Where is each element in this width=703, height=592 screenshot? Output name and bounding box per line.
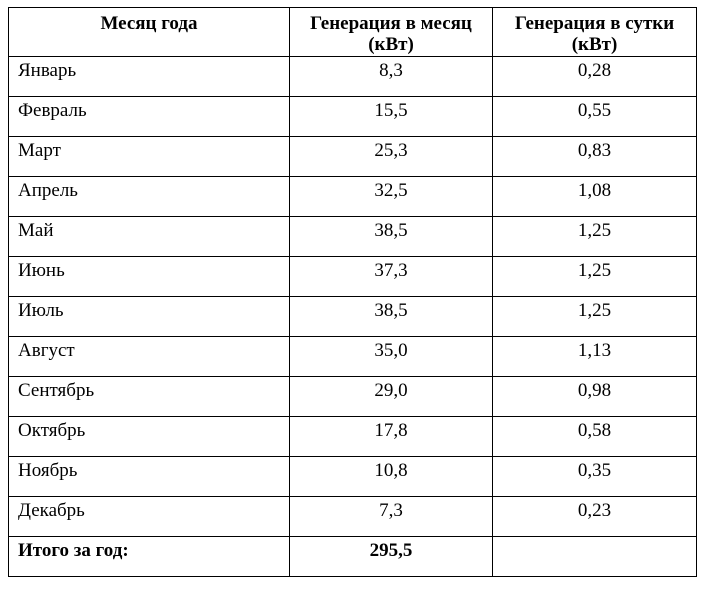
table-row [9, 137, 697, 177]
monthly-generation-cell: 10,8 [290, 457, 493, 497]
daily-generation-cell: 0,28 [493, 57, 697, 97]
daily-generation-cell: 0,23 [493, 497, 697, 537]
month-cell: Июнь [9, 257, 290, 297]
header-monthly-generation: Генерация в месяц (кВт) [290, 8, 493, 57]
header-daily-generation: Генерация в сутки (кВт) [493, 8, 697, 57]
table-row [9, 297, 697, 337]
monthly-generation-cell: 8,3 [290, 57, 493, 97]
month-cell: Февраль [9, 97, 290, 137]
header-row [9, 8, 697, 57]
daily-generation-cell: 1,25 [493, 257, 697, 297]
table-body [9, 57, 697, 577]
table-header [9, 8, 697, 57]
daily-generation-cell: 1,08 [493, 177, 697, 217]
total-label: Итого за год: [9, 537, 290, 577]
table-row [9, 57, 697, 97]
month-cell: Июль [9, 297, 290, 337]
table-row [9, 217, 697, 257]
month-cell: Март [9, 137, 290, 177]
daily-generation-cell: 1,25 [493, 297, 697, 337]
table-row [9, 257, 697, 297]
monthly-generation-cell: 17,8 [290, 417, 493, 457]
daily-generation-cell: 0,83 [493, 137, 697, 177]
monthly-generation-cell: 32,5 [290, 177, 493, 217]
monthly-generation-cell: 15,5 [290, 97, 493, 137]
generation-table [8, 7, 697, 577]
month-cell: Декабрь [9, 497, 290, 537]
table-row [9, 177, 697, 217]
month-cell: Сентябрь [9, 377, 290, 417]
month-cell: Август [9, 337, 290, 377]
daily-generation-cell: 0,55 [493, 97, 697, 137]
monthly-generation-cell: 25,3 [290, 137, 493, 177]
month-cell: Май [9, 217, 290, 257]
total-row [9, 537, 697, 577]
table-row [9, 417, 697, 457]
monthly-generation-cell: 7,3 [290, 497, 493, 537]
table-row [9, 97, 697, 137]
daily-generation-cell: 1,25 [493, 217, 697, 257]
daily-generation-cell: 0,35 [493, 457, 697, 497]
monthly-generation-cell: 35,0 [290, 337, 493, 377]
monthly-generation-cell: 38,5 [290, 217, 493, 257]
monthly-generation-cell: 29,0 [290, 377, 493, 417]
monthly-generation-cell: 37,3 [290, 257, 493, 297]
month-cell: Ноябрь [9, 457, 290, 497]
month-cell: Январь [9, 57, 290, 97]
total-daily-value [493, 537, 697, 577]
daily-generation-cell: 1,13 [493, 337, 697, 377]
daily-generation-cell: 0,98 [493, 377, 697, 417]
total-monthly-value: 295,5 [290, 537, 493, 577]
daily-generation-cell: 0,58 [493, 417, 697, 457]
month-cell: Апрель [9, 177, 290, 217]
month-cell: Октябрь [9, 417, 290, 457]
monthly-generation-cell: 38,5 [290, 297, 493, 337]
table-row [9, 497, 697, 537]
table-row [9, 337, 697, 377]
table-row [9, 377, 697, 417]
header-month: Месяц года [9, 8, 290, 57]
table-row [9, 457, 697, 497]
